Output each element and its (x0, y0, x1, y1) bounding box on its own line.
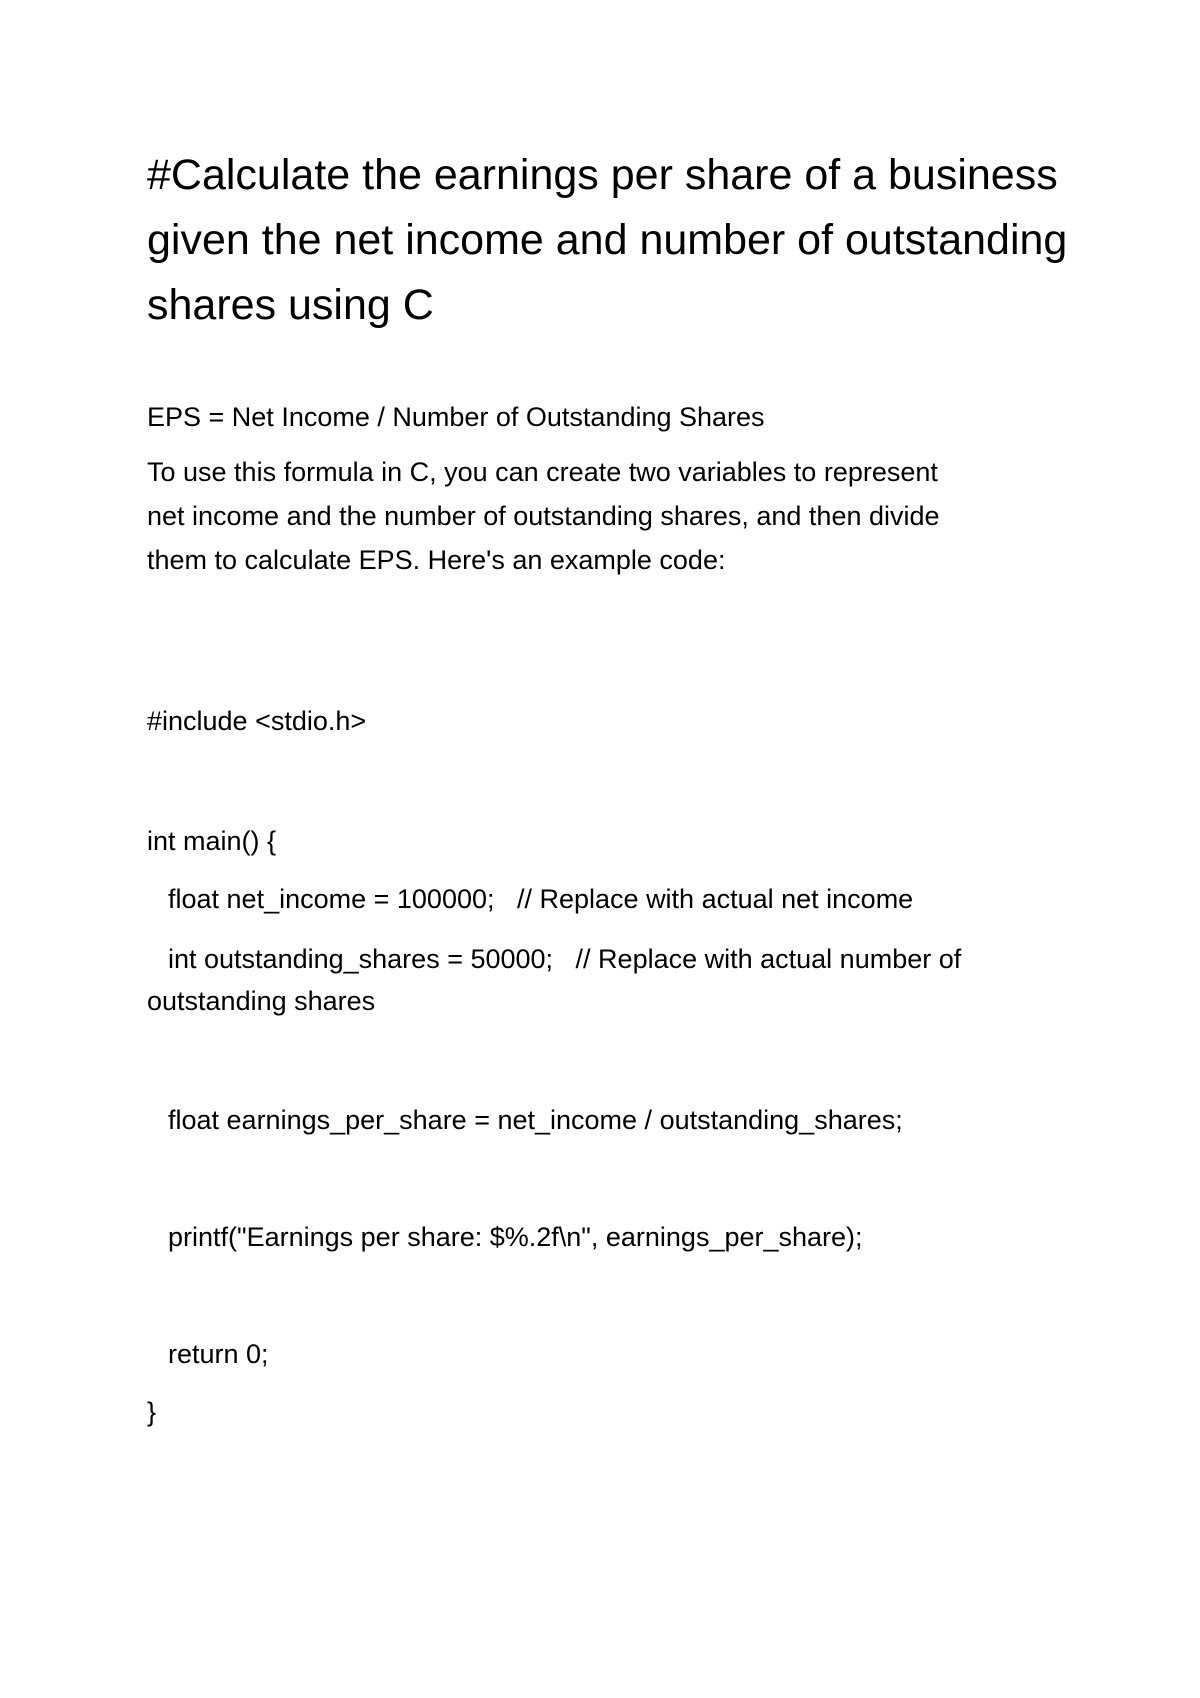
code-shares-line-2: outstanding shares (147, 986, 376, 1016)
code-include: #include <stdio.h> (147, 706, 367, 736)
code-net-income: float net_income = 100000; // Replace with actual net income (168, 884, 914, 914)
code-eps-calc: float earnings_per_share = net_income / outstanding_shares; (168, 1105, 903, 1135)
document-title: #Calculate the earnings per share of a business given the net income and number of outstanding shares using C (147, 151, 1068, 329)
code-printf: printf("Earnings per share: $%.2f\n", earnings_per_share); (168, 1222, 863, 1252)
code-shares-line-1: int outstanding_shares = 50000; // Replace with actual number of (168, 944, 962, 974)
code-main-open: int main() { (147, 826, 277, 856)
intro-line-2: net income and the number of outstanding shares, and then divide (147, 501, 940, 531)
code-close-brace: } (147, 1397, 157, 1427)
intro-line-3: them to calculate EPS. Here's an example code: (147, 545, 726, 575)
eps-formula: EPS = Net Income / Number of Outstanding Shares (147, 402, 765, 432)
code-return: return 0; (168, 1339, 269, 1369)
intro-line-1: To use this formula in C, you can create two variables to represent (147, 457, 938, 487)
